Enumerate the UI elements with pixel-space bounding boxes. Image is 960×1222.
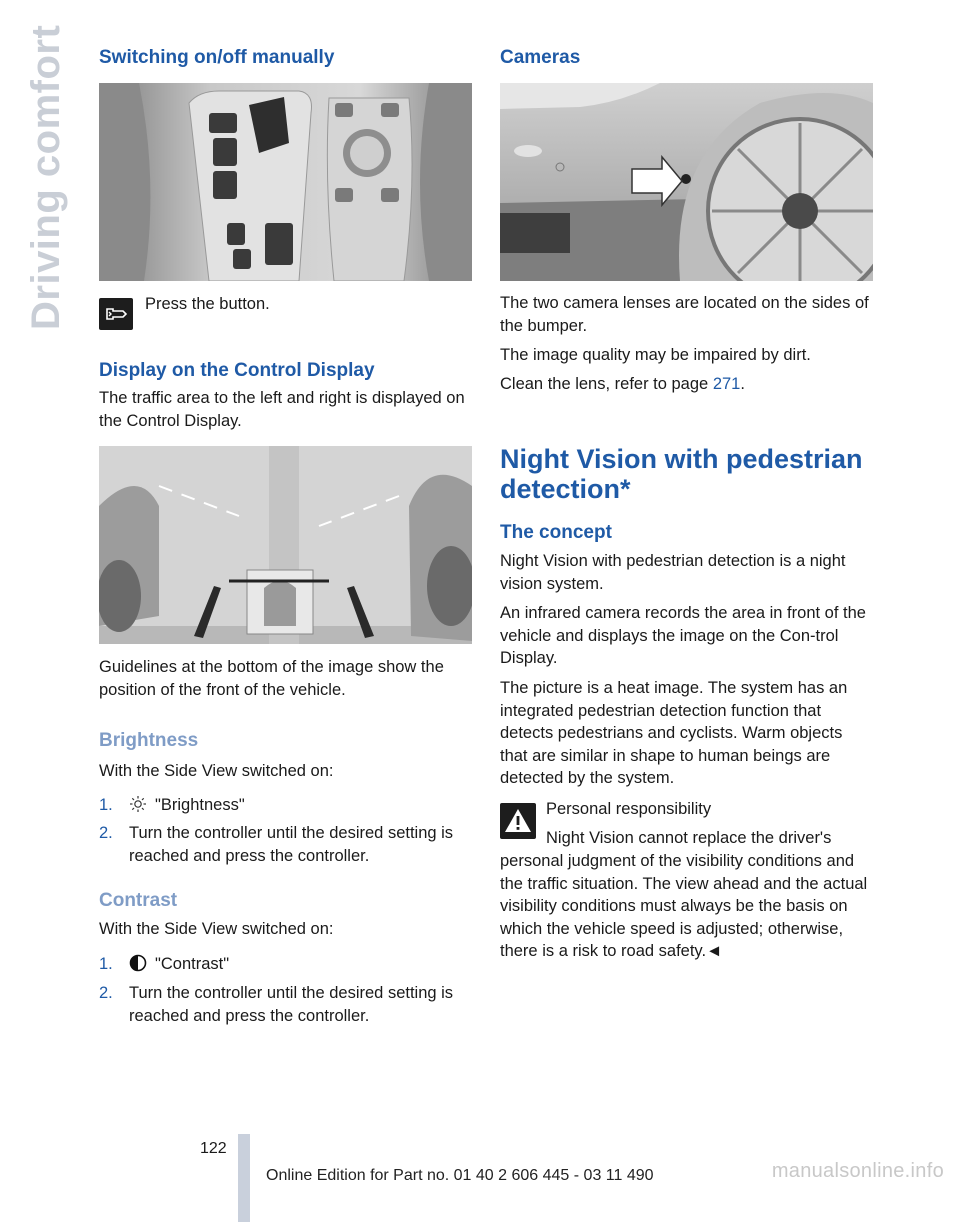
watermark: manualsonline.info [771, 1160, 944, 1182]
camera-clean-text: Clean the lens, refer to page 271. [500, 375, 745, 393]
step-number: 2. [99, 824, 113, 842]
heading-contrast: Contrast [99, 890, 178, 911]
step-text: Turn the controller until the desired setting is reached and press the controller. [129, 824, 454, 865]
chapter-side-tab [0, 24, 72, 340]
contrast-intro: With the Side View switched on: [99, 920, 334, 938]
camera-location-text: The two camera lenses are located on the sides of the bumper. [500, 294, 869, 335]
warning-icon [500, 803, 536, 839]
center-console-figure [99, 83, 472, 281]
heading-switching-manually: Switching on/off manually [99, 47, 335, 68]
section-title-night-vision: Night Vision with pedestrian detection* [500, 444, 863, 504]
warning-title: Personal responsibility [546, 800, 712, 818]
heading-cameras: Cameras [500, 47, 581, 68]
guidelines-description: Guidelines at the bottom of the image show the position of the front of the vehicle. [99, 658, 444, 699]
side-view-button-icon [99, 298, 133, 330]
contrast-icon [129, 954, 147, 972]
concept-text-3: The picture is a heat image. The system has an integrated pedestrian detection function that detects pedestrians and cyclists. Warm objects that are similar in shape to human beings are detected by the system. [500, 679, 848, 787]
page-number: 122 [200, 1140, 227, 1157]
chapter-title: Driving comfort [24, 24, 68, 330]
step-text: "Brightness" [155, 796, 245, 814]
side-view-display-figure [99, 446, 472, 644]
brightness-intro: With the Side View switched on: [99, 762, 334, 780]
footer-bar [238, 1134, 250, 1222]
heading-brightness: Brightness [99, 730, 199, 751]
page-reference-link[interactable]: 271 [712, 375, 741, 393]
step-text: Turn the controller until the desired setting is reached and press the controller. [129, 984, 454, 1025]
camera-dirt-text: The image quality may be impaired by dirt. [500, 346, 811, 364]
heading-control-display: Display on the Control Display [99, 360, 375, 381]
step-number: 1. [99, 796, 113, 814]
step-number: 1. [99, 955, 113, 973]
concept-text-1: Night Vision with pedestrian detection is a night vision system. [500, 552, 846, 593]
warning-text-rest: personal judgment of the visibility conditions and the traffic situation. The view ahead and the actual visibility conditions must always be the basis on which the vehicle speed is adjusted; otherwise, there is a risk to road safety.◄ [500, 852, 868, 960]
step-number: 2. [99, 984, 113, 1002]
edition-text: Online Edition for Part no. 01 40 2 606 445 - 03 11 490 [266, 1167, 654, 1184]
bumper-camera-figure [500, 83, 873, 281]
heading-concept: The concept [500, 522, 612, 543]
display-description: The traffic area to the left and right is displayed on the Control Display. [99, 389, 465, 430]
sun-icon [129, 795, 147, 813]
concept-text-2: An infrared camera records the area in front of the vehicle and displays the image on the Con-trol Display. [500, 604, 866, 667]
warning-text-first: Night Vision cannot replace the driver's [546, 829, 832, 847]
press-button-text: Press the button. [145, 295, 270, 313]
step-text: "Contrast" [155, 955, 230, 973]
